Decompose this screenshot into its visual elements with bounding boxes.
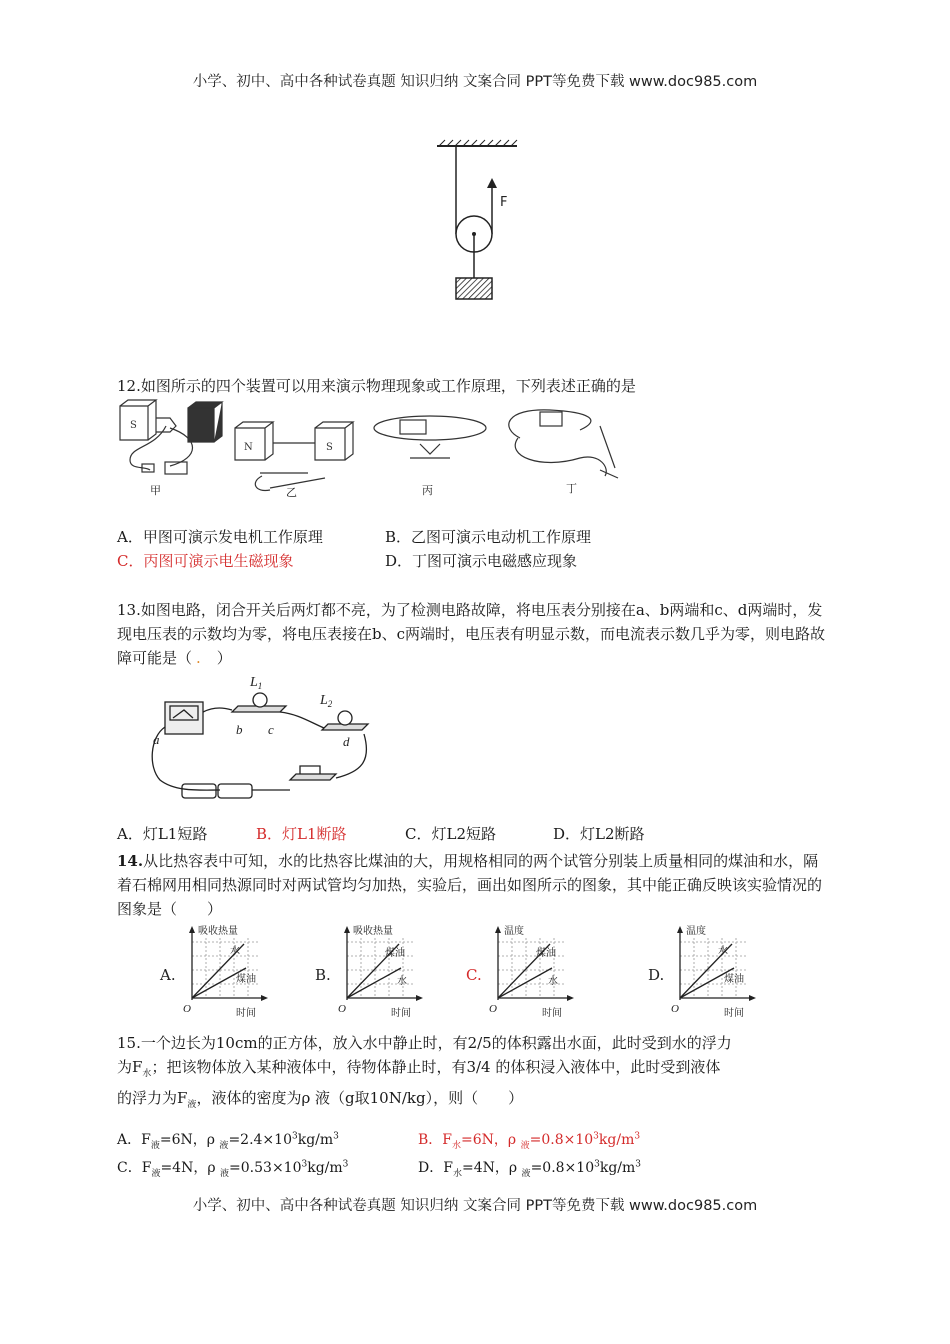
page-header: 小学、初中、高中各种试卷真题 知识归纳 文案合同 PPT等免费下载 www.doc985.com	[192, 74, 758, 90]
q15-option-c: C．$F_液=4N$，ρ $_液=0.53\times 10^3kg/m^3$	[117, 1159, 349, 1179]
graph-lower-label: 水	[548, 976, 558, 987]
lamp-l1-label: $L_1$	[250, 675, 263, 691]
q12-option-c: C．丙图可演示电生磁现象	[117, 552, 294, 570]
q15-option-b: B．$F_水=6N$，ρ $_液=0.8\times 10^3kg/m^3$	[418, 1131, 641, 1151]
q15-option-d: D．$F_水=4N$，ρ $_液=0.8\times 10^3kg/m^3$	[418, 1159, 642, 1179]
graph-upper-label: 水	[230, 946, 240, 957]
graph-origin: O	[671, 1003, 679, 1015]
q14-graph-letter-c: C.	[466, 966, 482, 984]
q12-figure	[110, 398, 630, 503]
q13-stem: 13.如图电路，闭合开关后两灯都不亮，为了检测电路故障，将电压表分别接在a、b两端和c、d两端时，发现电压表的示数均为零，将电压表接在b、c两端时，电压表有明显示数，而电流表示数几乎为零，则电路故障可能是（ . ）	[117, 601, 826, 667]
point-d: d	[343, 734, 350, 749]
q13-option-a: A．灯L1短路	[117, 825, 208, 843]
magnet-label-n: N	[244, 442, 253, 453]
magnet-label-s2: S	[326, 442, 333, 453]
q13-stem-dot: .	[196, 649, 201, 667]
fig-label-yi: 乙	[286, 486, 297, 499]
graph-upper-label: 煤油	[536, 948, 556, 959]
q14-graph-c	[488, 920, 588, 1020]
graph-xlabel: 时间	[391, 1008, 411, 1019]
graph-line-lower	[498, 968, 552, 998]
graph-xlabel: 时间	[542, 1008, 562, 1019]
graph-lower-label: 煤油	[236, 974, 256, 985]
graph-ylabel: 温度	[504, 926, 524, 937]
graph-ylabel: 温度	[686, 926, 706, 937]
point-a: a	[153, 732, 160, 747]
q13-option-c: C．灯L2短路	[405, 825, 496, 843]
force-label: F	[500, 195, 508, 210]
point-b: b	[236, 722, 243, 737]
fig-label-ding: 丁	[566, 482, 577, 495]
graph-origin: O	[338, 1003, 346, 1015]
q12-option-d: D．丁图可演示电磁感应现象	[385, 552, 578, 570]
q14-graph-letter-a: A.	[160, 966, 176, 984]
graph-xlabel: 时间	[236, 1008, 256, 1019]
graph-origin: O	[183, 1003, 191, 1015]
fig-label-jia: 甲	[150, 484, 161, 497]
pulley-figure	[425, 138, 535, 306]
q14-graph-d	[670, 920, 770, 1020]
q12-option-b: B．乙图可演示电动机工作原理	[385, 528, 592, 546]
point-c: c	[268, 722, 274, 737]
q14-graph-letter-b: B.	[315, 966, 331, 984]
q14-graph-letter-d: D.	[648, 966, 665, 984]
lamp-l2-label: $L_2$	[320, 693, 333, 709]
q14-graph-a	[182, 920, 282, 1020]
q15-stem: 15.一个边长为10cm的正方体，放入水中静止时，有2/5的体积露出水面，此时受到水的浮力 为$F_水$；把该物体放入某种液体中，待物体静止时，有3/4 的体积浸入液体中，此时受到液体 的浮力为$F_液$，液体的密度为ρ 液（g取10N/kg），则（ ）	[117, 1034, 732, 1110]
graph-lower-label: 水	[397, 976, 407, 987]
graph-upper-label: 煤油	[385, 948, 405, 959]
q13-circuit-figure	[140, 672, 380, 812]
graph-line-lower	[347, 968, 401, 998]
q13-option-d: D．灯L2断路	[553, 825, 645, 843]
graph-origin: O	[489, 1003, 497, 1015]
q14-stem: 14.从比热容表中可知，水的比热容比煤油的大，用规格相同的两个试管分别装上质量相同的煤油和水，隔着石棉网用相同热源同时对两试管均匀加热，实验后，画出如图所示的图象，其中能正确反映该实验情况的图象是（ ）	[117, 852, 823, 918]
magnet-label-s1: S	[130, 420, 137, 431]
page-footer: 小学、初中、高中各种试卷真题 知识归纳 文案合同 PPT等免费下载 www.doc985.com	[192, 1198, 758, 1214]
q12-stem: 12.如图所示的四个装置可以用来演示物理现象或工作原理，下列表述正确的是	[117, 377, 636, 395]
graph-xlabel: 时间	[724, 1008, 744, 1019]
q13-option-b: B．灯L1断路	[256, 825, 347, 843]
graph-lower-label: 煤油	[724, 974, 744, 985]
fig-label-bing: 丙	[422, 484, 433, 497]
q14-graph-b	[337, 920, 437, 1020]
q15-option-a: A．$F_液=6N$，ρ $_液=2.4\times 10^3kg/m^3$	[117, 1131, 339, 1151]
graph-ylabel: 吸收热量	[353, 926, 393, 937]
graph-ylabel: 吸收热量	[198, 926, 238, 937]
graph-upper-label: 水	[718, 946, 728, 957]
q12-option-a: A．甲图可演示发电机工作原理	[117, 528, 323, 546]
